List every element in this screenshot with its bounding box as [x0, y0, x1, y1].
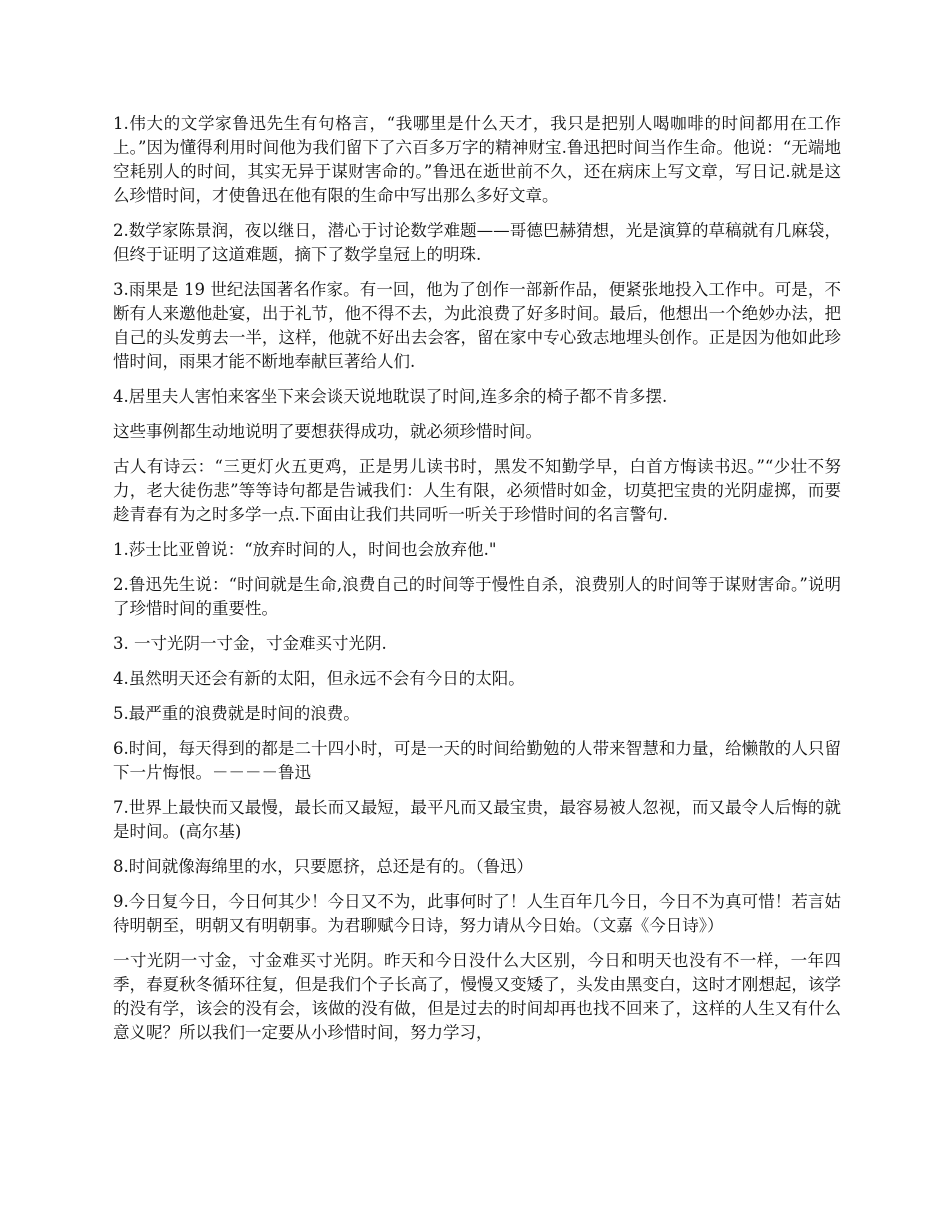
- paragraph-lu-xun-example: 1.伟大的文学家鲁迅先生有句格言，“我哪里是什么天才，我只是把别人喝咖啡的时间都用在工作上。”因为懂得利用时间他为我们留下了六百多万字的精神财宝.鲁迅把时间当作生命。他说：“无端地空耗别人的时间，其实无异于谋财害命的。”鲁迅在逝世前不久，还在病床上写文章，写日记.就是这么珍惜时间，才使鲁迅在他有限的生命中写出那么多好文章。: [113, 114, 841, 205]
- paragraph-summary: 这些事例都生动地说明了要想获得成功，就必须珍惜时间。: [113, 422, 542, 441]
- quote-sponge-water: 8.时间就像海绵里的水，只要愿挤，总还是有的。（鲁迅）: [113, 857, 533, 876]
- document-body: [113, 112, 841, 1056]
- quote-tomorrow-sun: 4.虽然明天还会有新的太阳，但永远不会有今日的太阳。: [113, 669, 525, 688]
- paragraph-chen-jingrun-example: 2.数学家陈景润，夜以继日，潜心于讨论数学难题——哥德巴赫猜想，光是演算的草稿就有几麻袋，但终于证明了这道难题，摘下了数学皇冠上的明珠.: [113, 221, 841, 264]
- paragraph-curie-example: 4.居里夫人害怕来客坐下来会谈天说地耽误了时间,连多余的椅子都不肯多摆.: [113, 387, 668, 406]
- paragraph-ancient-poem: 古人有诗云：“三更灯火五更鸡，正是男儿读书时，黑发不知勤学早，白首方悔读书迟。”“少壮不努力，老大徒伤悲”等等诗句都是告诫我们：人生有限，必须惜时如金，切莫把宝贵的光阴虚掷，而要趁青春有为之时多学一点.下面由让我们共同听一听关于珍惜时间的名言警句.: [113, 457, 841, 524]
- quote-waste-of-time: 5.最严重的浪费就是时间的浪费。: [113, 704, 360, 723]
- quote-inch-of-time: 3. 一寸光阴一寸金，寸金难买寸光阴.: [113, 634, 387, 653]
- quote-shakespeare: 1.莎士比亚曾说：“放弃时间的人，时间也会放弃他.": [113, 540, 497, 559]
- quote-twenty-four-hours: 6.时间，每天得到的都是二十四小时，可是一天的时间给勤勉的人带来智慧和力量，给懒散的人只留下一片悔恨。－－－－鲁迅: [113, 739, 841, 782]
- quote-wen-jia-poem: 9.今日复今日，今日何其少！今日又不为，此事何时了！人生百年几今日，今日不为真可惜！若言姑待明朝至，明朝又有明朝事。为君聊赋今日诗，努力请从今日始。（文嘉《今日诗》）: [113, 892, 841, 935]
- quote-lu-xun-life: 2.鲁迅先生说：“时间就是生命,浪费自己的时间等于慢性自杀，浪费别人的时间等于谋财害命。”说明了珍惜时间的重要性。: [113, 575, 841, 618]
- quote-gorky: 7.世界上最快而又最慢，最长而又最短，最平凡而又最宝贵，最容易被人忽视，而又最令人后悔的就是时间。(高尔基): [113, 798, 841, 841]
- paragraph-conclusion: 一寸光阴一寸金，寸金难买寸光阴。昨天和今日没什么大区别，今日和明天也没有不一样，一年四季，春夏秋冬循环往复，但是我们个子长高了，慢慢又变矮了，头发由黑变白，这时才刚想起，该学的没有学，该会的没有会，该做的没有做，但是过去的时间却再也找不回来了，这样的人生又有什么意义呢？所以我们一定要从小珍惜时间，努力学习，: [113, 951, 841, 1042]
- paragraph-hugo-example: 3.雨果是 19 世纪法国著名作家。有一回，他为了创作一部新作品，便紧张地投入工作中。可是，不断有人来邀他赴宴，出于礼节，他不得不去，为此浪费了好多时间。最后，他想出一个绝妙办法，把自己的头发剪去一半，这样，他就不好出去会客，留在家中专心致志地埋头创作。正是因为他如此珍惜时间，雨果才能不断地奉献巨著给人们.: [113, 280, 841, 371]
